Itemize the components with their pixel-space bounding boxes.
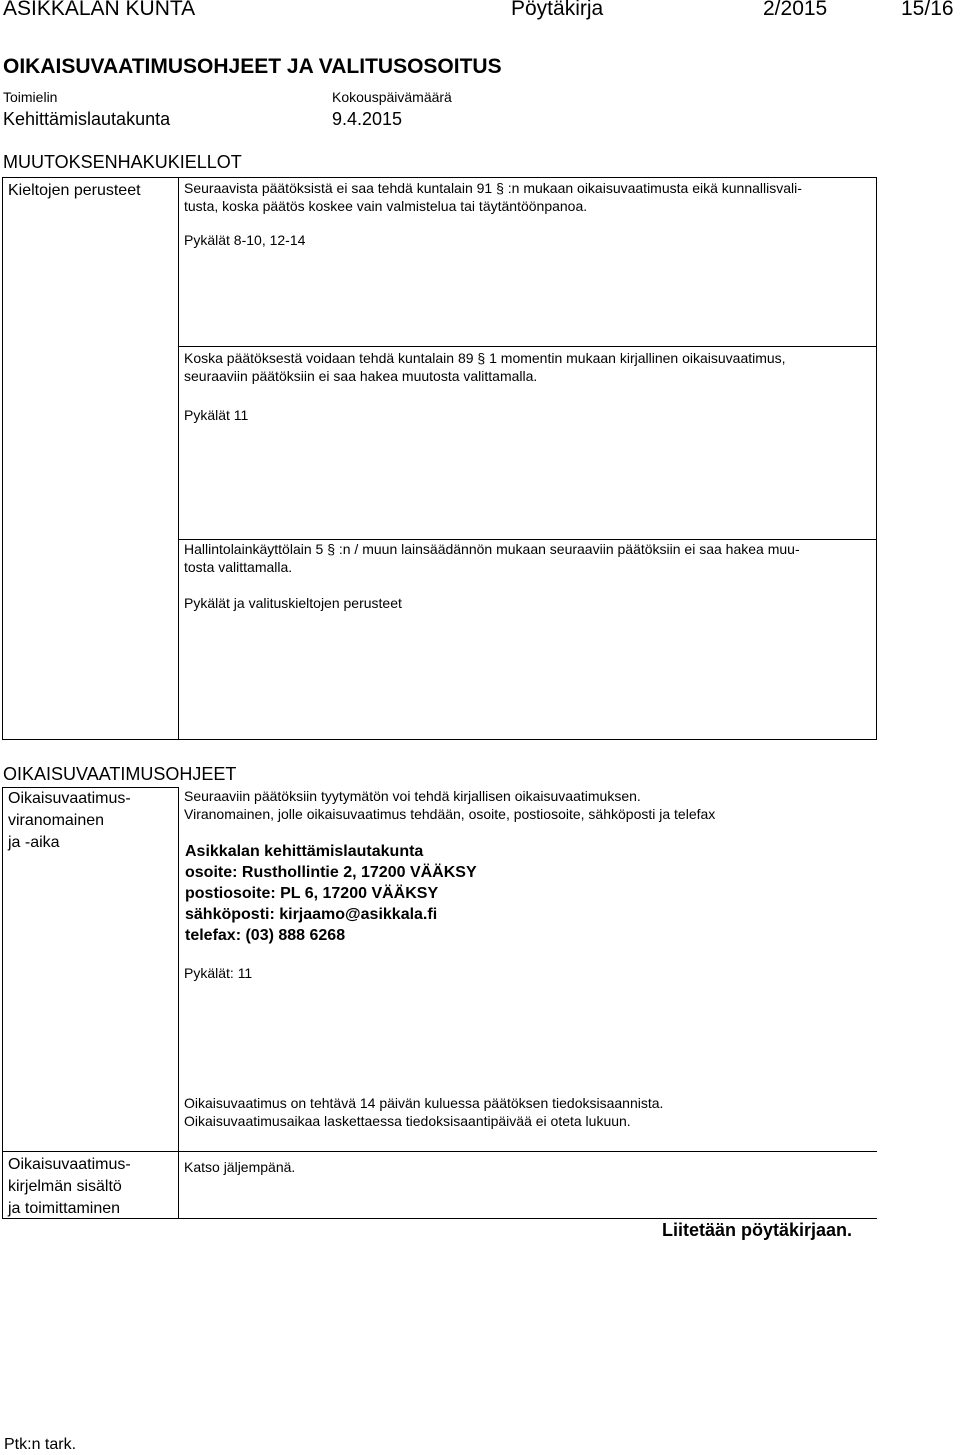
restriction-2-line-2: seuraaviin päätöksiin ei saa hakea muutosta valittamalla.: [184, 368, 538, 384]
attachment-note: Liitetään pöytäkirjaan.: [662, 1220, 853, 1240]
restriction-3-line-2: tosta valittamalla.: [184, 559, 293, 575]
content-label-cell: [2, 1151, 179, 1219]
restrictions-label: Kieltojen perusteet: [8, 182, 141, 199]
footer-continues: Ptk:n tark.: [4, 1436, 77, 1453]
doc-number: 2/2015: [763, 0, 828, 20]
restriction-3-line-1: Hallintolainkäyttölain 5 § :n / muun lainsäädännön mukaan seuraaviin päätöksiin ei saa hakea muu-: [184, 541, 800, 557]
restriction-1-line-1: Seuraavista päätöksistä ei saa tehdä kuntalain 91 § :n mukaan oikaisuvaatimusta eikä kunnallisvali-: [184, 180, 802, 196]
restriction-3-sections: Pykälät ja valituskieltojen perusteet: [184, 595, 402, 611]
content-text: Katso jäljempänä.: [184, 1159, 296, 1175]
rectification-sections: Pykälät: 11: [184, 965, 253, 981]
org-name: ASIKKALAN KUNTA: [3, 0, 196, 20]
rectification-intro: Seuraaviin päätöksiin tyytymätön voi tehdä kirjallisen oikaisuvaatimuksen.: [184, 788, 641, 804]
authority-email: sähköposti: kirjaamo@asikkala.fi: [185, 906, 438, 923]
content-label-2: kirjelmän sisältö: [8, 1178, 122, 1195]
restriction-1-sections: Pykälät 8-10, 12-14: [184, 232, 306, 248]
content-label-1: Oikaisuvaatimus-: [8, 1156, 131, 1173]
rectification-label-3: ja -aika: [8, 834, 60, 851]
contact-intro: Viranomainen, jolle oikaisuvaatimus tehdään, osoite, postiosoite, sähköposti ja telefax: [184, 806, 716, 822]
restriction-1-line-2: tusta, koska päätös koskee vain valmistelua tai täytäntöönpanoa.: [184, 198, 588, 214]
restrictions-label-cell: [2, 177, 179, 740]
authority-address: osoite: Rusthollintie 2, 17200 VÄÄKSY: [185, 864, 477, 881]
authority-name: Asikkalan kehittämislautakunta: [185, 843, 424, 860]
doc-type: Pöytäkirja: [511, 0, 604, 20]
deadline-line-2: Oikaisuvaatimusaikaa laskettaessa tiedoksisaantipäivää ei oteta lukuun.: [184, 1113, 631, 1129]
content-label-3: ja toimittaminen: [8, 1200, 121, 1217]
rectification-label-2: viranomainen: [8, 812, 105, 829]
date-value: 9.4.2015: [332, 109, 403, 129]
rectification-label-cell: [2, 787, 179, 1152]
page-title: OIKAISUVAATIMUSOHJEET JA VALITUSOSOITUS: [3, 55, 502, 78]
restriction-2-sections: Pykälät 11: [184, 407, 249, 423]
restriction-2-line-1: Koska päätöksestä voidaan tehdä kuntalain 89 § 1 momentin mukaan kirjallinen oikaisuvaatimus,: [184, 350, 786, 366]
date-label: Kokouspäivämäärä: [332, 89, 452, 105]
deadline-line-1: Oikaisuvaatimus on tehtävä 14 päivän kuluessa päätöksen tiedoksisaannista.: [184, 1095, 664, 1111]
body-value: Kehittämislautakunta: [3, 109, 171, 129]
body-label: Toimielin: [3, 89, 58, 105]
section-heading-restrictions: MUUTOKSENHAKUKIELLOT: [3, 152, 242, 172]
authority-fax: telefax: (03) 888 6268: [185, 927, 346, 944]
rectification-label-1: Oikaisuvaatimus-: [8, 790, 131, 807]
page-number: 15/16: [901, 0, 954, 20]
authority-postal: postiosoite: PL 6, 17200 VÄÄKSY: [185, 885, 439, 902]
section-heading-rectification: OIKAISUVAATIMUSOHJEET: [3, 764, 237, 784]
